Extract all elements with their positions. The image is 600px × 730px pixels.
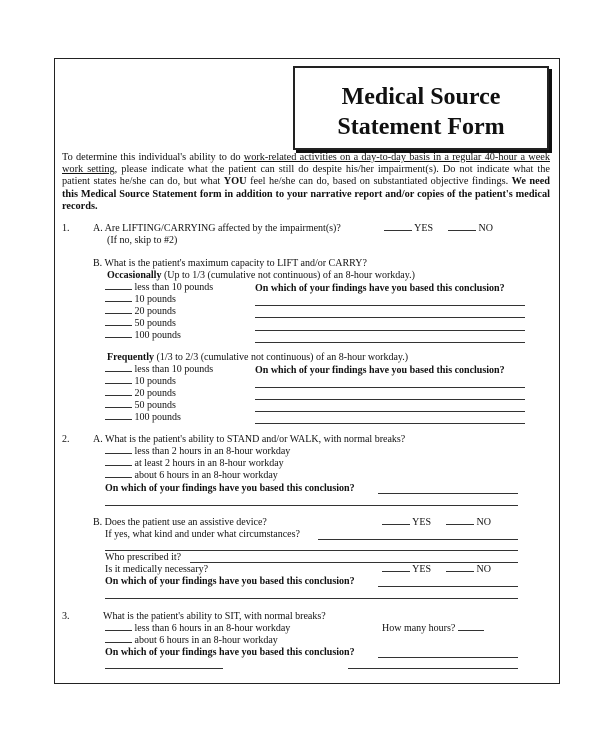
- q2a-text: A. What is the patient's ability to STAND and/or WALK, with normal breaks?: [93, 434, 406, 445]
- q3-hours[interactable]: [382, 623, 484, 634]
- freq-line-1[interactable]: [255, 387, 525, 388]
- freq-line-4[interactable]: [255, 423, 525, 424]
- occ-weight-3[interactable]: [105, 318, 176, 329]
- q2b-kind-line-1[interactable]: [318, 539, 518, 540]
- q1a-text: A. Are LIFTING/CARRYING affected by the impairment(s)?: [93, 223, 341, 234]
- q2-number: 2.: [62, 434, 70, 445]
- q3-line-3[interactable]: [348, 668, 518, 669]
- occasionally-desc: (Up to 1/3 (cumulative not continuous) of an 8-hour workday.): [161, 270, 415, 281]
- q1a-yes-label: YES: [414, 223, 434, 234]
- q2a-opt-0[interactable]: [105, 446, 290, 457]
- occ-weight-2-label: 20 pounds: [134, 306, 176, 317]
- intro-bold: We need this Medical Source Statement form in addition to your narrative report and/or copies of the patient's medical records.: [62, 176, 551, 212]
- freq-weight-2-blank[interactable]: [105, 395, 132, 396]
- occ-line-3[interactable]: [255, 330, 525, 331]
- q2a-opt-0-blank[interactable]: [105, 453, 132, 454]
- q1-number: 1.: [62, 223, 70, 234]
- freq-weight-3-label: 50 pounds: [134, 400, 176, 411]
- intro-underlined: work-related activities on a day-to-day basis in a regular 40-hour a week work setting: [62, 152, 550, 176]
- q2b-kind-line-2[interactable]: [105, 550, 518, 551]
- q3-number: 3.: [62, 611, 70, 622]
- q2b-med-no-blank[interactable]: [446, 571, 474, 572]
- freq-line-2[interactable]: [255, 399, 525, 400]
- freq-weight-0-label: less than 10 pounds: [134, 364, 214, 375]
- q1a-no-label: NO: [478, 223, 493, 234]
- q2a-opt-1-blank[interactable]: [105, 465, 132, 466]
- freq-weight-4-label: 100 pounds: [134, 412, 181, 423]
- q2b-yes-label: YES: [412, 517, 432, 528]
- q2b-yes-blank[interactable]: [382, 524, 410, 525]
- q2a-opt-0-label: less than 2 hours in an 8-hour workday: [134, 446, 291, 457]
- freq-weight-0-blank[interactable]: [105, 371, 132, 372]
- q3-line-1[interactable]: [378, 657, 518, 658]
- freq-weight-0[interactable]: [105, 364, 213, 375]
- q2a-opt-2-label: about 6 hours in an 8-hour workday: [134, 470, 278, 481]
- occ-weight-2-blank[interactable]: [105, 313, 132, 314]
- occ-weight-0-blank[interactable]: [105, 289, 132, 290]
- q1a-yes-blank[interactable]: [384, 230, 412, 231]
- q1-freq-conclusion: On which of your findings have you based this conclusion?: [255, 365, 505, 376]
- q3-opt-1-blank[interactable]: [105, 642, 132, 643]
- q1a-no-blank[interactable]: [448, 230, 476, 231]
- occ-weight-1-label: 10 pounds: [134, 294, 176, 305]
- q1b-text: B. What is the patient's maximum capacity to LIFT and/or CARRY?: [93, 258, 367, 269]
- q3-opt-0-label: less than 6 hours in an 8-hour workday: [134, 623, 291, 634]
- title-line-2: Statement Form: [337, 114, 505, 140]
- occ-weight-1[interactable]: [105, 294, 176, 305]
- q2b-no-label: NO: [476, 517, 491, 528]
- intro-text-3: feel he/she can do, based on substantiated objective findings.: [246, 176, 512, 188]
- intro-you: YOU: [223, 176, 247, 188]
- occ-weight-4-label: 100 pounds: [134, 330, 181, 341]
- title-line-1: Medical Source: [341, 84, 501, 110]
- q2b-med-no[interactable]: [446, 564, 491, 575]
- q3-opt-1-label: about 6 hours in an 8-hour workday: [134, 635, 278, 646]
- q1b-occasionally: [107, 270, 415, 281]
- q3-conclusion: On which of your findings have you based this conclusion?: [105, 647, 355, 658]
- occ-weight-0-label: less than 10 pounds: [134, 282, 214, 293]
- freq-weight-4-blank[interactable]: [105, 419, 132, 420]
- occ-weight-3-label: 50 pounds: [134, 318, 176, 329]
- q1a-note: (If no, skip to #2): [107, 235, 178, 246]
- q2b-who-line[interactable]: [190, 562, 518, 563]
- occasionally-label: Occasionally: [107, 270, 162, 281]
- q1b-frequently: [107, 352, 408, 363]
- q3-hours-label: How many hours?: [382, 623, 456, 634]
- q2a-opt-1[interactable]: [105, 458, 284, 469]
- intro-paragraph: [62, 152, 550, 213]
- q3-opt-1[interactable]: [105, 635, 278, 646]
- q2b-no[interactable]: [446, 517, 491, 528]
- freq-weight-1[interactable]: [105, 376, 176, 387]
- q3-hours-blank[interactable]: [458, 630, 484, 631]
- q3-line-2[interactable]: [105, 668, 223, 669]
- q2b-who: Who prescribed it?: [105, 552, 182, 563]
- q3-opt-0-blank[interactable]: [105, 630, 132, 631]
- q2b-medically: Is it medically necessary?: [105, 564, 209, 575]
- occ-line-4[interactable]: [255, 342, 525, 343]
- q2b-conclusion: On which of your findings have you based this conclusion?: [105, 576, 355, 587]
- freq-line-3[interactable]: [255, 411, 525, 412]
- q2a-conclusion: On which of your findings have you based this conclusion?: [105, 483, 355, 494]
- freq-weight-2-label: 20 pounds: [134, 388, 176, 399]
- freq-weight-1-blank[interactable]: [105, 383, 132, 384]
- q3-opt-0[interactable]: [105, 623, 290, 634]
- q2a-opt-2[interactable]: [105, 470, 278, 481]
- q2b-med-yes-blank[interactable]: [382, 571, 410, 572]
- occ-line-2[interactable]: [255, 317, 525, 318]
- q2a-opt-2-blank[interactable]: [105, 477, 132, 478]
- q2b-yes[interactable]: [382, 517, 431, 528]
- occ-weight-1-blank[interactable]: [105, 301, 132, 302]
- freq-weight-4[interactable]: [105, 412, 181, 423]
- q1a-no[interactable]: [448, 223, 493, 234]
- freq-weight-2[interactable]: [105, 388, 176, 399]
- q1-occ-conclusion: On which of your findings have you based this conclusion?: [255, 283, 505, 294]
- freq-weight-3-blank[interactable]: [105, 407, 132, 408]
- q1a-yes[interactable]: [384, 223, 433, 234]
- q2b-no-blank[interactable]: [446, 524, 474, 525]
- frequently-label: Frequently: [107, 352, 155, 363]
- q2b-kind: If yes, what kind and under what circumstances?: [105, 529, 300, 540]
- q2a-opt-1-label: at least 2 hours in an 8-hour workday: [134, 458, 284, 469]
- q2a-line-2[interactable]: [105, 505, 518, 506]
- occ-line-1[interactable]: [255, 305, 525, 306]
- title-box: [293, 66, 549, 150]
- intro-text-2: , please indicate what the patient can still do despite his/her impairment(s). Do not indicate what the patient states he/she can do, but what: [62, 164, 550, 188]
- q2b-text: B. Does the patient use an assistive device?: [93, 517, 267, 528]
- occ-weight-2[interactable]: [105, 306, 176, 317]
- occ-weight-0[interactable]: [105, 282, 213, 293]
- freq-weight-1-label: 10 pounds: [134, 376, 176, 387]
- occ-weight-3-blank[interactable]: [105, 325, 132, 326]
- q3-text: What is the patient's ability to SIT, with normal breaks?: [103, 611, 326, 622]
- occ-weight-4[interactable]: [105, 330, 181, 341]
- q2a-line-1[interactable]: [378, 493, 518, 494]
- q2b-med-no-label: NO: [476, 564, 491, 575]
- intro-text-1: To determine this individual's ability to do: [62, 152, 244, 163]
- frequently-desc: (1/3 to 2/3 (cumulative not continuous) of an 8-hour workday.): [154, 352, 409, 363]
- occ-weight-4-blank[interactable]: [105, 337, 132, 338]
- q2b-line-1[interactable]: [378, 586, 518, 587]
- q2b-line-2[interactable]: [105, 598, 518, 599]
- freq-weight-3[interactable]: [105, 400, 176, 411]
- q2b-med-yes[interactable]: [382, 564, 431, 575]
- q2b-med-yes-label: YES: [412, 564, 432, 575]
